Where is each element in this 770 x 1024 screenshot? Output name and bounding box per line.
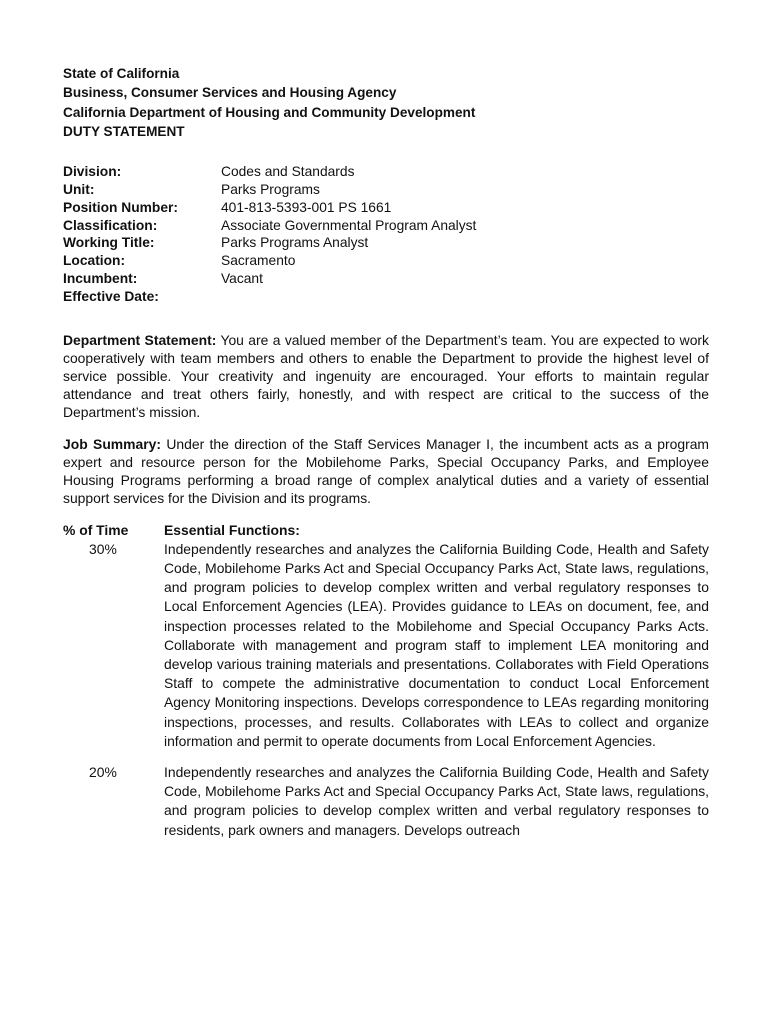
field-label: Unit: [63,181,95,197]
field-row-location [63,252,709,270]
field-value: Associate Governmental Program Analyst [221,217,477,233]
job-summary-text: Under the direction of the Staff Services Manager I, the incumbent acts as a program expert and resource person for the Mobilehome Parks, Special Occupancy Parks, and Employee Housing Programs performing a broad range of complex analytical duties and a variety of essential support services for the Division and its programs. [63,436,710,507]
duty-statement-page [63,64,709,840]
header-department: California Department of Housing and Community Development [63,104,476,120]
job-summary [63,435,709,507]
department-statement-lead: Department Statement: [63,331,217,348]
field-value: 401-813-5393-001 PS 1661 [221,199,392,215]
field-value: Parks Programs Analyst [221,235,369,251]
field-label: Location: [63,253,126,269]
field-label: Division: [63,164,122,180]
field-label: Incumbent: [63,270,138,286]
header-state: State of California [63,66,180,81]
field-value: Parks Programs [221,181,320,197]
functions-header [63,521,709,539]
field-row-effective-date [63,288,709,306]
field-row-incumbent [63,270,709,288]
department-statement [63,331,709,421]
field-value: Sacramento [221,253,296,269]
essential-functions-title: Essential Functions: [164,522,300,539]
field-row-working-title [63,234,709,252]
function-percent: 20% [89,764,117,781]
field-label: Position Number: [63,199,178,215]
function-percent: 30% [89,540,117,557]
field-label: Classification: [63,217,158,233]
field-row-division [63,163,709,181]
position-fields [63,163,709,305]
field-label: Working Title: [63,235,155,251]
header-agency: Business, Consumer Services and Housing Agency [63,85,397,101]
field-row-classification [63,217,709,235]
function-description: Independently researches and analyzes the California Building Code, Health and Safety Code, Mobilehome Parks Act and Special Occupancy Parks Act, State laws, regulations, and program policies to develop complex written and verbal regulatory responses to Local Enforcement Agencies (LEA). Provides guidance to LEAs on document, fee, and inspection processes related to the Mobilehome and Special Occupancy Parks Acts. Collaborate with management and program staff to implement LEA monitoring and develop various training materials and presentations. Collaborates with Field Operations Staff to compete the administrative documentation to conduct Local Enforcement Agency Monitoring inspections. Develops correspondence to LEAs regarding monitoring inspections, processes, and results. Collaborates with LEAs to collect and organize information and permit to operate documents from Local Enforcement Agencies. [164,540,709,749]
essential-functions [63,521,709,839]
field-value: Vacant [221,270,263,286]
percent-time-header: % of Time [63,522,129,539]
function-item [63,540,709,751]
header-document-title: DUTY STATEMENT [63,123,185,139]
field-label: Effective Date: [63,288,159,304]
field-row-position-number [63,199,709,217]
function-item [63,763,709,840]
field-value: Codes and Standards [221,164,355,180]
job-summary-lead: Job Summary: [63,436,161,453]
document-header [63,64,709,141]
field-row-unit [63,181,709,199]
function-description: Independently researches and analyzes the California Building Code, Health and Safety Code, Mobilehome Parks Act and Special Occupancy Parks Act, State laws, regulations, and program policies to develop complex written and verbal regulatory responses to residents, park owners and managers. Develops outreach [164,764,709,838]
department-statement-text: You are a valued member of the Department’s team. You are expected to work cooperatively with team members and others to enable the Department to provide the highest level of service possible. Your creativity and ingenuity are encouraged. Your efforts to maintain regular attendance and treat others fairly, honestly, and with respect are critical to the success of the Department’s mission. [63,331,709,420]
